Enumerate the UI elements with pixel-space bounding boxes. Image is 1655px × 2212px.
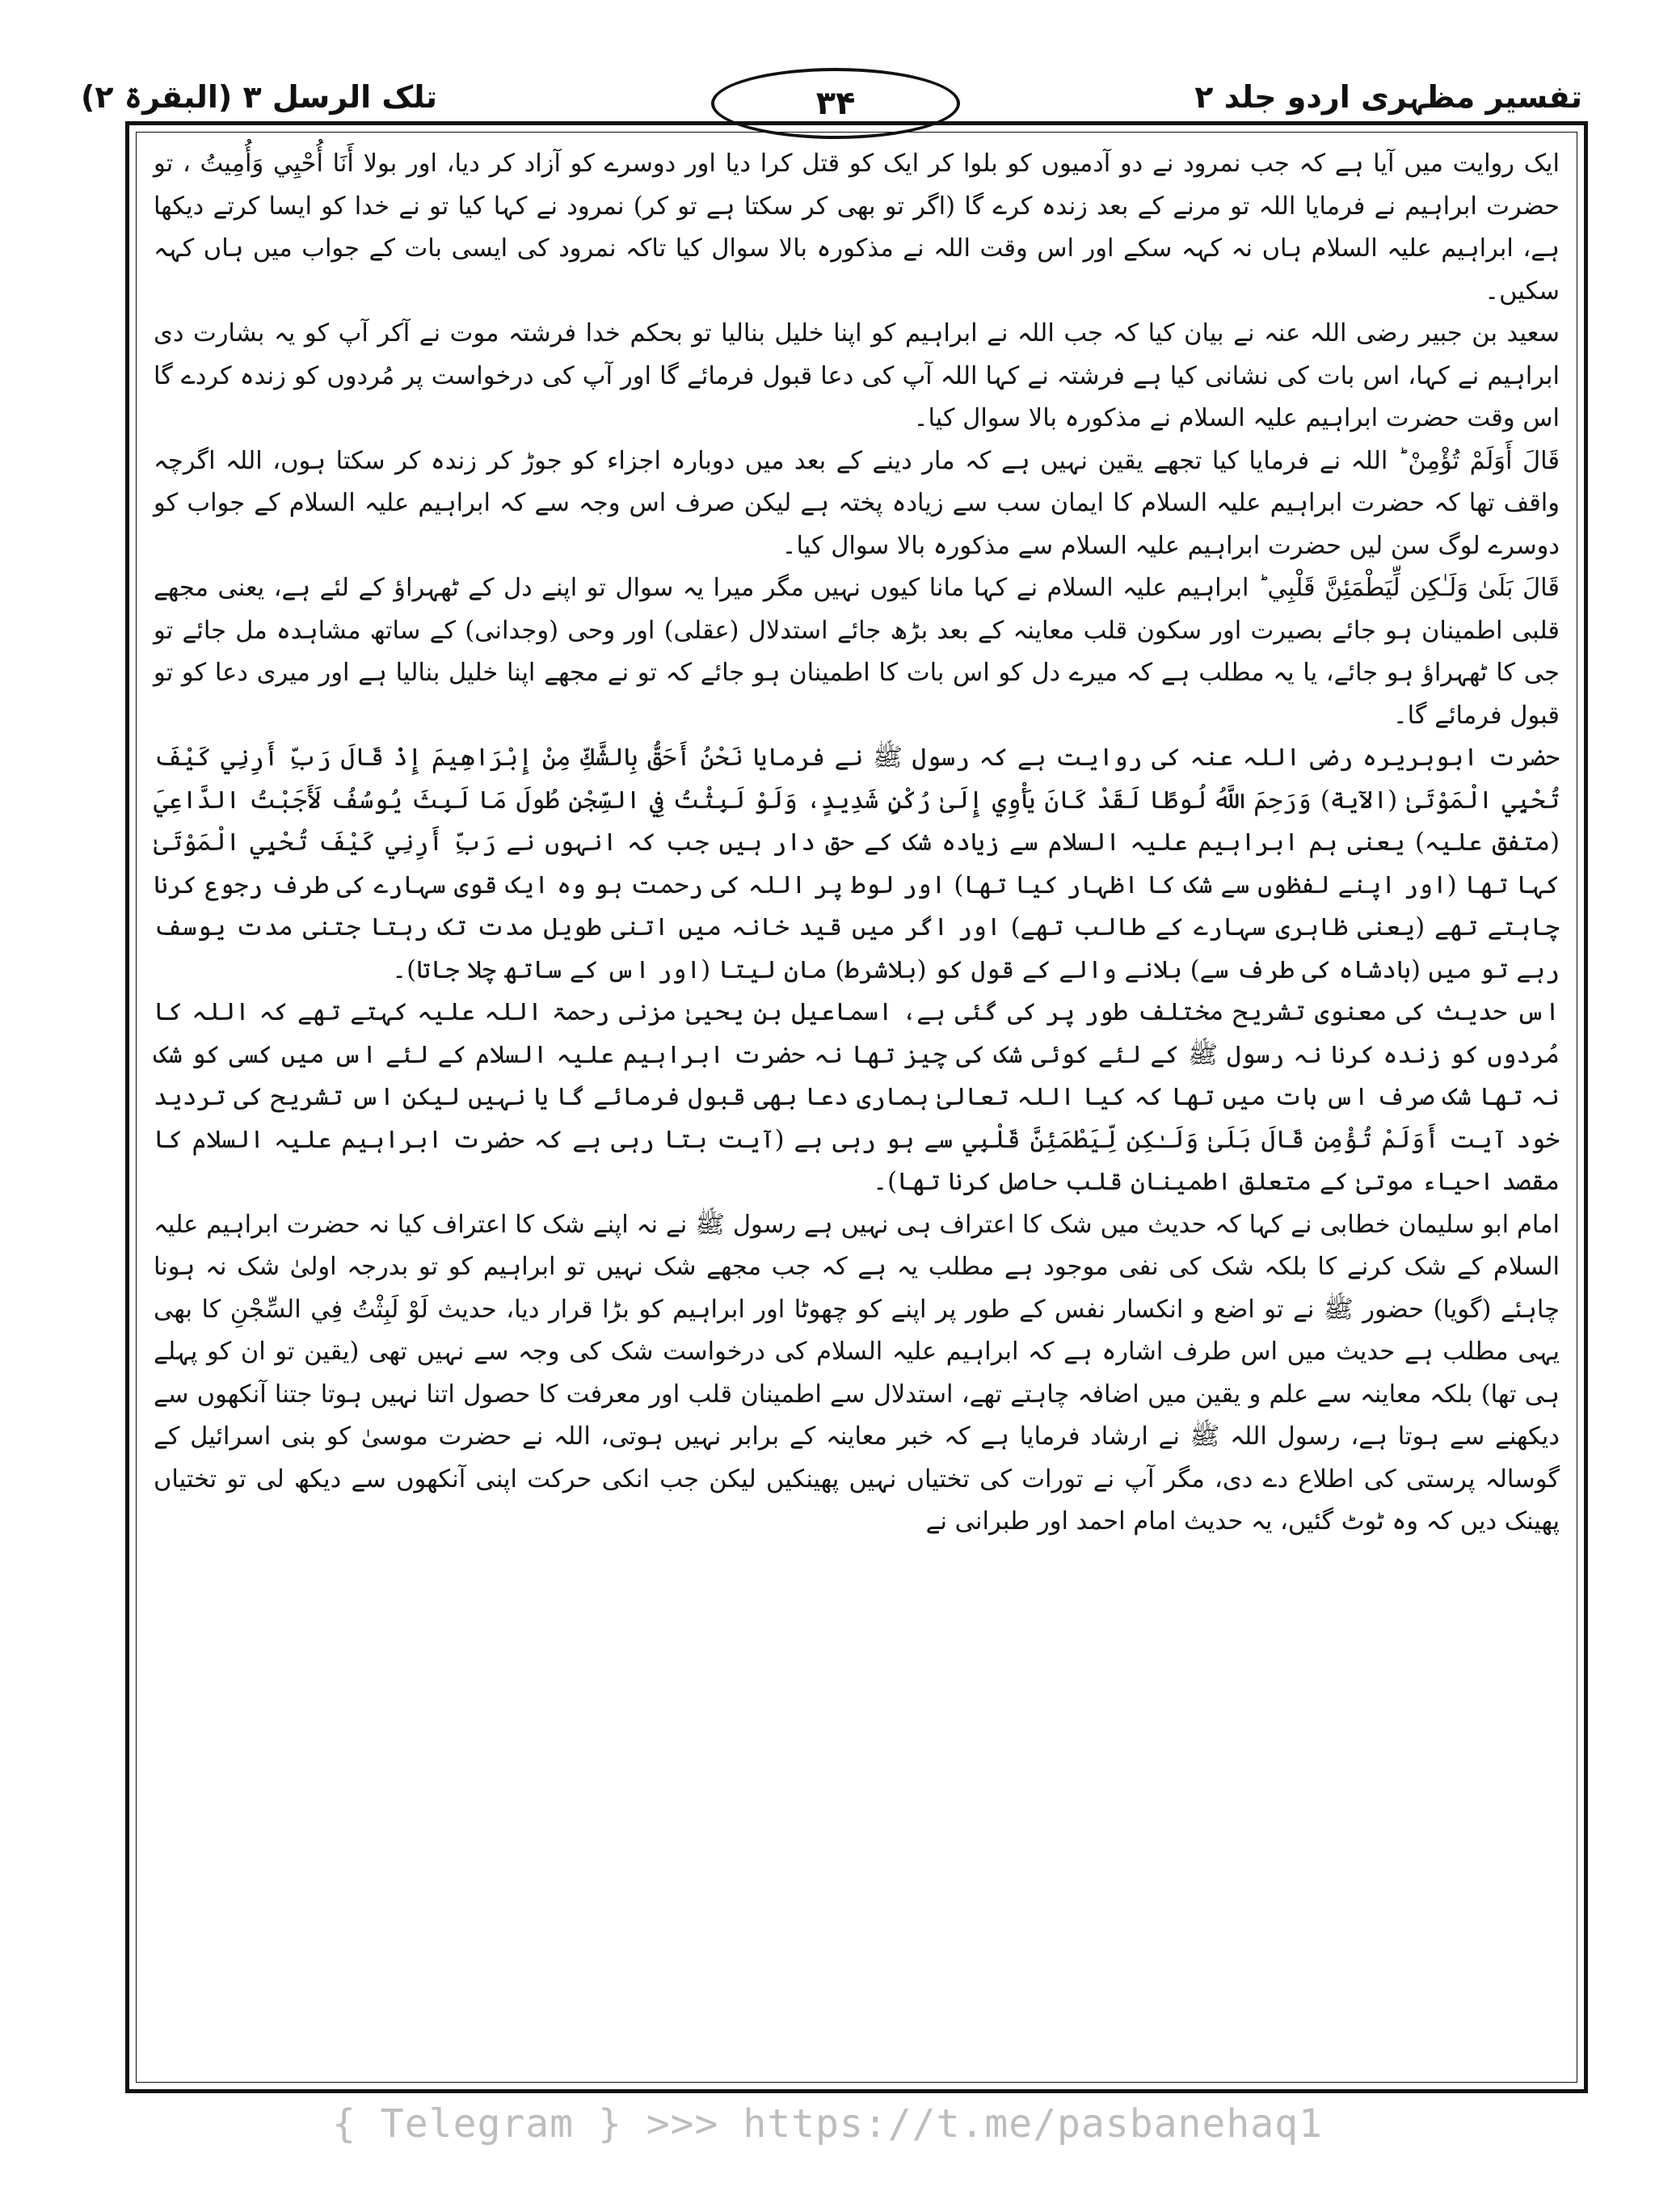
telegram-watermark: { Telegram } >>> https://t.me/pasbanehaq1 bbox=[332, 2101, 1323, 2147]
page-number: ۳۴ bbox=[711, 68, 960, 139]
paragraph-4: قَالَ بَلَىٰ وَلَـٰكِن لِّيَطْمَئِنَّ قَلْبِي ؕ ابراہیم علیہ السلام نے کہا مانا کیوں نہیں مگر میرا یہ سوال تو اپنے دل کے ٹھہراؤ کے لئے ہے، یعنی مجھے قلبی اطمینان ہو جائے بصیرت اور سکون قلب معاینہ کے بعد بڑھ جائے استدلال (عقلی) اور وحی (وجدانی) کے ساتھ مشاہدہ مل جائے تو جی کا ٹھہراؤ ہو جائے، یا یہ مطلب ہے کہ میرے دل کو اس بات کا اطمینان ہو جائے کہ تو نے مجھے اپنا خلیل بنالیا ہے اور میری دعا کو تو قبول فرمائے گا۔ bbox=[154, 574, 1560, 730]
book-title: تفسیر مظہری اردو جلد ۲ bbox=[1194, 79, 1582, 115]
paragraph-5: حضرت ابوہریرہ رضی اللہ عنہ کی روایت ہے کہ رسول ﷺ نے فرمایا نَحْنُ أَحَقُّ بِالشَّكِّ مِنْ إِبْرَاهِيمَ إِذْ قَالَ رَبِّ أَرِنِي كَيْفَ تُحْيِي الْمَوْتَىٰ (الآیة) وَرَحِمَ اللَّهُ لُوطًا لَقَدْ كَانَ يَأْوِي إِلَىٰ رُكْنٍ شَدِيدٍ، وَلَوْ لَبِثْتُ فِي السِّجْنِ طُولَ مَا لَبِثَ يُوسُفُ لَأَجَبْتُ الدَّاعِيَ (متفق علیہ) یعنی ہم ابراہیم علیہ السلام سے زیادہ شک کے حق دار ہیں جب کہ انہوں نے رَبِّ أَرِنِي كَيْفَ تُحْيِي الْمَوْتَىٰ کہا تھا (اور اپنے لفظوں سے شک کا اظہار کیا تھا) اور لوط پر اللہ کی رحمت ہو وہ ایک قوی سہارے کی طرف رجوع کرنا چاہتے تھے (یعنی ظاہری سہارے کے طالب تھے) اور اگر میں قید خانہ میں اتنی طویل مدت تک رہتا جتنی مدت یوسف رہے تو میں (بادشاہ کی طرف سے) بلانے والے کے قول کو (بلاشرط) مان لیتا (اور اس کے ساتھ چلا جاتا)۔ bbox=[154, 744, 1560, 984]
paragraph-7: امام ابو سلیمان خطابی نے کہا کہ حدیث میں شک کا اعتراف ہی نہیں ہے رسول ﷺ نے نہ اپنے شک کا اعتراف کیا نہ حضرت ابراہیم علیہ السلام کے شک کرنے کا بلکہ شک کی نفی موجود ہے مطلب یہ ہے کہ جب مجھے شک نہیں تو ابراہیم کو تو بدرجہ اولیٰ شک نہ ہونا چاہئے (گویا) حضور ﷺ نے تو اضع و انکسار نفس کے طور پر اپنے کو چھوٹا اور ابراہیم کو بڑا قرار دیا، حدیث لَوْ لَبِثْتُ فِي السِّجْنِ کا بھی یہی مطلب ہے حدیث میں اس طرف اشارہ ہے کہ ابراہیم علیہ السلام کی درخواست شک کی وجہ سے نہیں تھی (یقین تو ان کو پہلے ہی تھا) بلکہ معاینہ سے علم و یقین میں اضافہ چاہتے تھے، استدلال سے اطمینان قلب اور معرفت کا حصول اتنا نہیں ہوتا جتنا آنکھوں سے دیکھنے سے ہوتا ہے، رسول اللہ ﷺ نے ارشاد فرمایا ہے کہ خبر معاینہ کے برابر نہیں ہوتی، اللہ نے حضرت موسیٰ کو بنی اسرائیل کے گوسالہ پرستی کی اطلاع دے دی، مگر آپ نے تورات کی تختیاں نہیں پھینکیں لیکن جب انکی حرکت اپنی آنکھوں سے دیکھ لی تو تختیاں پھینک دیں کہ وہ ٹوٹ گئیں، یہ حدیث امام احمد اور طبرانی نے bbox=[154, 1210, 1560, 1536]
text-frame bbox=[125, 121, 1588, 2093]
paragraph-6: اس حدیث کی معنوی تشریح مختلف طور پر کی گئی ہے، اسماعیل بن یحییٰ مزنی رحمۃ اللہ علیہ کہتے تھے کہ اللہ کا مُردوں کو زندہ کرنا نہ رسول ﷺ کے لئے کوئی شک کی چیز تھا نہ حضرت ابراہیم علیہ السلام کے لئے اس میں کسی کو شک نہ تھا شک صرف اس بات میں تھا کہ کیا اللہ تعالیٰ ہماری دعا بھی قبول فرمائے گا یا نہیں لیکن اس تشریح کی تردید خود آیت أَوَلَمْ تُؤْمِن قَالَ بَلَىٰ وَلَـٰكِن لِّيَطْمَئِنَّ قَلْبِي سے ہو رہی ہے (آیت بتا رہی ہے کہ حضرت ابراہیم علیہ السلام کا مقصد احیاء موتیٰ کے متعلق اطمینان قلب حاصل کرنا تھا)۔ bbox=[154, 998, 1560, 1196]
paragraph-3: قَالَ أَوَلَمْ تُؤْمِنْ ؕ اللہ نے فرمایا کیا تجھے یقین نہیں ہے کہ مار دینے کے بعد میں دوبارہ اجزاء کو جوڑ کر زندہ کر سکتا ہوں، اللہ اگرچہ واقف تھا کہ حضرت ابراہیم علیہ السلام کا ایمان سب سے زیادہ پختہ ہے لیکن صرف اس وجہ سے کہ ابراہیم علیہ السلام کے جواب کو دوسرے لوگ سن لیں حضرت ابراہیم علیہ السلام سے مذکورہ بالا سوال کیا۔ bbox=[154, 446, 1560, 560]
page-body bbox=[154, 143, 1560, 2073]
section-title: تلک الرسل ۳ (البقرۃ ۲) bbox=[81, 79, 438, 115]
paragraph-1: ایک روایت میں آیا ہے کہ جب نمرود نے دو آدمیوں کو بلوا کر ایک کو قتل کرا دیا اور دوسرے کو آزاد کر دیا، اور بولا أَنَا أُحْيِي وَأُمِيتُ ، تو حضرت ابراہیم نے فرمایا اللہ تو مرنے کے بعد زندہ کرے گا (اگر تو بھی کر سکتا ہے تو کر) نمرود نے کہا کیا تو نے خدا کو ایسا کرتے دیکھا ہے، ابراہیم علیہ السلام ہاں نہ کہہ سکے اور اس وقت اللہ نے مذکورہ بالا سوال کیا تاکہ نمرود کی ایسی بات کے جواب میں ہاں کہہ سکیں۔ bbox=[154, 150, 1560, 305]
paragraph-2: سعید بن جبیر رضی اللہ عنہ نے بیان کیا کہ جب اللہ نے ابراہیم کو اپنا خلیل بنالیا تو بحکم خدا فرشتہ موت نے آکر آپ کو یہ بشارت دی ابراہیم نے کہا، اس بات کی نشانی کیا ہے فرشتہ نے کہا اللہ آپ کی دعا قبول فرمائے گا اور آپ کی درخواست پر مُردوں کو زندہ کردے گا اس وقت حضرت ابراہیم علیہ السلام نے مذکورہ بالا سوال کیا۔ bbox=[154, 319, 1560, 432]
